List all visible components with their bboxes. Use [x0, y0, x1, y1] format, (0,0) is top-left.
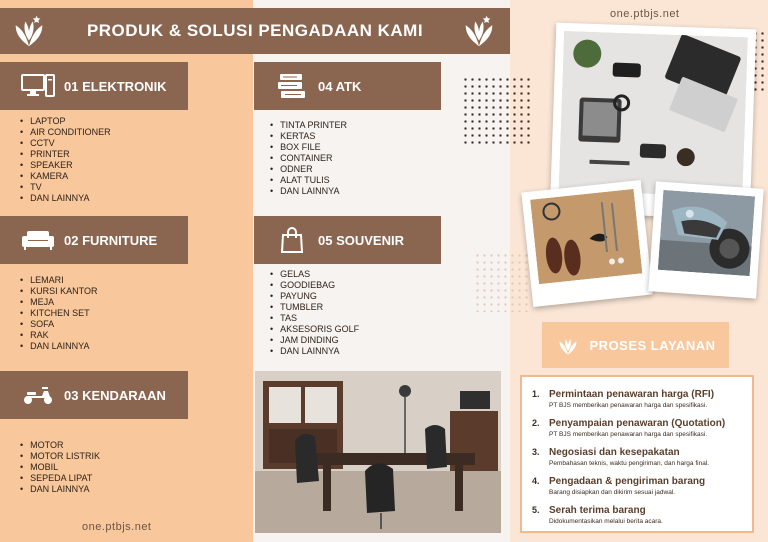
list-item: • LAPTOP: [20, 116, 111, 127]
step-description: Barang disiapkan dan dikirim sesuai jadwal.: [549, 489, 676, 496]
list-item: • ODNER: [270, 164, 347, 175]
step-number: 2.: [532, 418, 540, 428]
proses-layanan-header: [542, 322, 729, 368]
category-label: 05 SOUVENIR: [318, 232, 404, 248]
list-item: • TUMBLER: [270, 302, 359, 313]
page-title: PRODUK & SOLUSI PENGADAAN KAMI: [86, 21, 424, 40]
list-item: • DAN LAINNYA: [20, 193, 111, 204]
category-atk: [254, 62, 441, 110]
leaf-logo-icon: [556, 333, 580, 357]
list-item: • KAMERA: [20, 171, 111, 182]
list-item: • ALAT TULIS: [270, 175, 347, 186]
list-item: • TV: [20, 182, 111, 193]
list-item: • GOODIEBAG: [270, 280, 359, 291]
category-elektronik: [0, 62, 188, 110]
category-kendaraan: [0, 371, 188, 419]
list-item: • DAN LAINNYA: [270, 186, 347, 197]
process-step: [532, 476, 742, 497]
dot-pattern: [462, 76, 532, 146]
list-item: • LEMARI: [20, 275, 98, 286]
step-number: 5.: [532, 505, 540, 515]
list-item: • PAYUNG: [270, 291, 359, 302]
list-item: • DAN LAINNYA: [20, 341, 98, 352]
list-furniture: [20, 275, 98, 352]
step-number: 3.: [532, 447, 540, 457]
step-description: PT BJS memberikan penawaran harga dan spesifikasi.: [549, 402, 708, 409]
list-item: • SPEAKER: [20, 160, 111, 171]
list-item: • KURSI KANTOR: [20, 286, 98, 297]
step-title: Penyampaian penawaran (Quotation): [549, 418, 726, 429]
list-item: • MEJA: [20, 297, 98, 308]
list-elektronik: [20, 116, 111, 204]
proses-title: PROSES LAYANAN: [589, 337, 716, 353]
category-label: 03 KENDARAAN: [64, 387, 166, 403]
list-item: • AKSESORIS GOLF: [270, 324, 359, 335]
category-souvenir: [254, 216, 441, 264]
list-item: • KITCHEN SET: [20, 308, 98, 319]
step-title: Permintaan penawaran harga (RFI): [549, 389, 715, 400]
process-step: [532, 505, 742, 526]
proses-steps-box: [520, 375, 754, 533]
books-icon: [274, 73, 310, 99]
step-description: PT BJS memberikan penawaran harga dan spesifikasi.: [549, 431, 708, 438]
list-item: • MOTOR: [20, 440, 100, 451]
sofa-icon: [20, 227, 56, 253]
step-title: Pengadaan & pengiriman barang: [549, 476, 706, 487]
list-item: • PRINTER: [20, 149, 111, 160]
category-label: 02 FURNITURE: [64, 232, 158, 248]
list-item: • TINTA PRINTER: [270, 120, 347, 131]
list-item: • KERTAS: [270, 131, 347, 142]
header-banner: [0, 8, 510, 54]
list-item: • DAN LAINNYA: [270, 346, 359, 357]
list-item: • RAK: [20, 330, 98, 341]
category-label: 04 ATK: [318, 78, 362, 94]
list-item: • JAM DINDING: [270, 335, 359, 346]
category-label: 01 ELEKTRONIK: [64, 78, 167, 94]
list-item: • TAS: [270, 313, 359, 324]
list-item: • CONTAINER: [270, 153, 347, 164]
leaf-logo-icon: [10, 12, 48, 50]
step-title: Negosiasi dan kesepakatan: [549, 447, 680, 458]
step-title: Serah terima barang: [549, 505, 646, 516]
step-description: Pembahasan teknis, waktu pengiriman, dan harga final.: [549, 460, 710, 467]
process-step: [532, 447, 742, 468]
leaf-logo-icon: [460, 12, 498, 50]
process-step: [532, 418, 742, 439]
list-item: • MOTOR LISTRIK: [20, 451, 100, 462]
list-kendaraan: [20, 440, 100, 495]
website-url-top[interactable]: one.ptbjs.net: [610, 8, 680, 20]
process-step: [532, 389, 742, 410]
list-item: • GELAS: [270, 269, 359, 280]
motorbike-photo: [648, 181, 763, 298]
category-furniture: [0, 216, 188, 264]
list-item: • BOX FILE: [270, 142, 347, 153]
step-number: 1.: [532, 389, 540, 399]
list-item: • SEPEDA LIPAT: [20, 473, 100, 484]
list-item: • SOFA: [20, 319, 98, 330]
dot-pattern: [474, 252, 530, 312]
list-item: • MOBIL: [20, 462, 100, 473]
step-description: Didokumentasikan melalui berita acara.: [549, 518, 663, 525]
list-souvenir: [270, 269, 359, 357]
list-atk: [270, 120, 347, 197]
computer-icon: [20, 73, 56, 99]
list-item: • CCTV: [20, 138, 111, 149]
step-number: 4.: [532, 476, 540, 486]
list-item: • AIR CONDITIONER: [20, 127, 111, 138]
list-item: • DAN LAINNYA: [20, 484, 100, 495]
website-url-bottom[interactable]: one.ptbjs.net: [82, 521, 152, 533]
shopping-bag-icon: [274, 227, 310, 253]
office-furniture-photo: [255, 371, 501, 533]
scooter-icon: [20, 382, 56, 408]
shoes-accessories-photo: [521, 180, 652, 307]
